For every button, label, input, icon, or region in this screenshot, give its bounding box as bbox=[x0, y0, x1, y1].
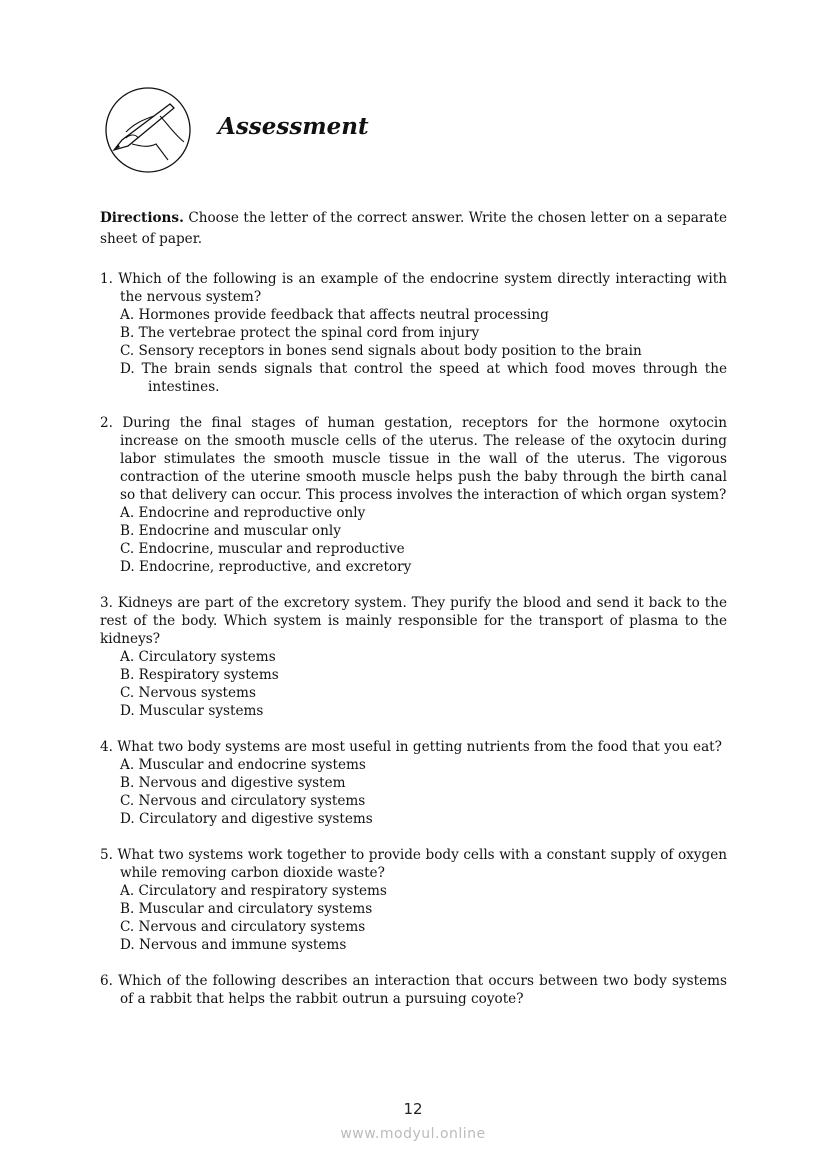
option-d: D. The brain sends signals that control the speed at which food moves through the intestines. bbox=[120, 361, 727, 395]
option-a: A. Endocrine and reproductive only bbox=[120, 505, 366, 521]
option-c: C. Nervous and circulatory systems bbox=[120, 919, 366, 935]
section-header bbox=[104, 86, 369, 174]
question-1 bbox=[100, 270, 727, 396]
question-4 bbox=[100, 738, 727, 828]
option-c: C. Nervous and circulatory systems bbox=[120, 793, 366, 809]
option-b: B. Respiratory systems bbox=[120, 667, 279, 683]
directions-label: Directions. bbox=[100, 210, 184, 226]
option-c: C. Nervous systems bbox=[120, 685, 256, 701]
question-2 bbox=[100, 414, 727, 576]
page-title: Assessment bbox=[218, 112, 369, 140]
directions-text: Choose the letter of the correct answer. Write the chosen letter on a separate sheet of paper. bbox=[100, 210, 727, 247]
question-text: 6. Which of the following describes an interaction that occurs between two body systems of a rabbit that helps the rabbit outrun a pursuing coyote? bbox=[100, 973, 727, 1007]
question-text: 1. Which of the following is an example of the endocrine system directly interacting with the nervous system? bbox=[100, 271, 727, 305]
page-number: 12 bbox=[403, 1100, 423, 1118]
question-6 bbox=[100, 972, 727, 1008]
hand-writing-pencil-icon bbox=[104, 86, 192, 174]
question-text: 5. What two systems work together to provide body cells with a constant supply of oxygen while removing carbon dioxide waste? bbox=[100, 847, 727, 881]
question-3 bbox=[100, 594, 727, 720]
option-b: B. Nervous and digestive system bbox=[120, 775, 346, 791]
option-a: A. Circulatory and respiratory systems bbox=[120, 883, 387, 899]
option-d: D. Muscular systems bbox=[120, 703, 264, 719]
option-d: D. Endocrine, reproductive, and excretory bbox=[120, 559, 412, 575]
option-d: D. Circulatory and digestive systems bbox=[120, 811, 373, 827]
question-5 bbox=[100, 846, 727, 954]
question-text: 4. What two body systems are most useful in getting nutrients from the food that you eat? bbox=[100, 739, 722, 755]
directions bbox=[100, 208, 727, 250]
option-a: A. Circulatory systems bbox=[120, 649, 276, 665]
option-c: C. Sensory receptors in bones send signals about body position to the brain bbox=[120, 343, 642, 359]
option-a: A. Hormones provide feedback that affects neutral processing bbox=[120, 307, 549, 323]
option-b: B. The vertebrae protect the spinal cord from injury bbox=[120, 325, 480, 341]
watermark: www.modyul.online bbox=[340, 1126, 486, 1142]
option-b: B. Endocrine and muscular only bbox=[120, 523, 341, 539]
question-text: 2. During the final stages of human gestation, receptors for the hormone oxytocin increase on the smooth muscle cells of the uterus. The release of the oxytocin during labor stimulates the smooth muscle tissue in the wall of the uterus. The vigorous contraction of the uterine smooth muscle helps push the baby through the birth canal so that delivery can occur. This process involves the interaction of which organ system? bbox=[100, 415, 727, 503]
option-d: D. Nervous and immune systems bbox=[120, 937, 347, 953]
assessment-content bbox=[100, 208, 727, 1026]
option-c: C. Endocrine, muscular and reproductive bbox=[120, 541, 405, 557]
option-a: A. Muscular and endocrine systems bbox=[120, 757, 366, 773]
question-text: 3. Kidneys are part of the excretory system. They purify the blood and send it back to the rest of the body. Which system is mainly responsible for the transport of plasma to the kidneys? bbox=[100, 595, 727, 647]
option-b: B. Muscular and circulatory systems bbox=[120, 901, 373, 917]
